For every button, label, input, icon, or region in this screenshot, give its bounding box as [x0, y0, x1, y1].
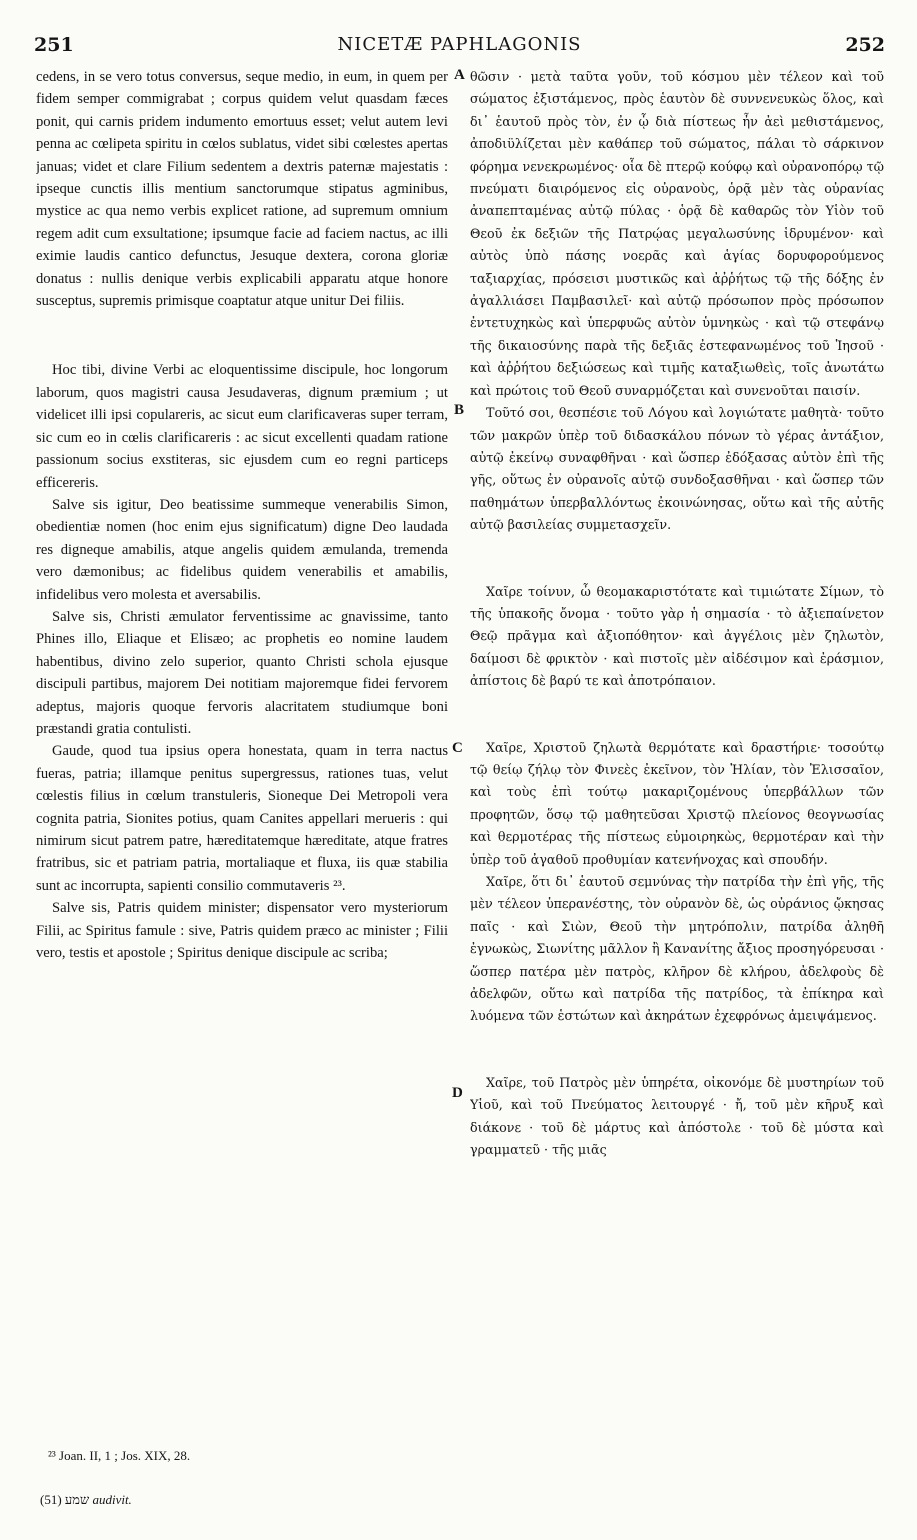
latin-paragraph: Salve sis, Christi æmulator ferventissime ac gnavissime, tanto Phines illo, Eliaque et Elisæo; ac prophetis eo nomine laudem habentibus, divino zelo superior, quanto Christi schola ejusque discipuli partibus, majorem Dei notitiam majoremque fidei fervorem adeptus, majoris quoque fervoris alacritatem studiumque boni præstandi gratia contulisti. [36, 608, 448, 737]
footnote-hebrew-word: (51) שמע [40, 1492, 90, 1507]
running-title: NICETÆ PAPHLAGONIS [337, 34, 582, 55]
latin-paragraph: Salve sis igitur, Deo beatissime summeque venerabilis Simon, obedientiæ nomen (hoc enim ejus significatum) digne Deo laudada res digneque amabilis, atque angelis quidem æmulanda, tremenda vero dæmonibus; ac fidelibus quidem venerabilis et amabilis, infidelibus vero molesta et aversabilis. [36, 496, 448, 603]
latin-paragraph: cedens, in se vero totus conversus, seque medio, in eum, in quem per fidem semper commigrabat ; corpus quidem velut quasdam fæces ponit, qui carnis pridem indumento emortuus esset; velut autem levi penna ac cœlipeta spiritu in cœlos sublatus, videt sibi cœlestes apertas januas; videt et clare Filium sedentem a dextris paternæ majestatis : ipseque cunctis illis mentium sanctorumque stipatus agminibus, mystice ac qua nemo verbis explicet ratione, ad supremum omnium regem adit cum exsultatione; ipsumque facie ad faciem nactus, ac illi eximie laudis cantico defunctus, Jesuque dextera, corona gloriæ donatus : nullis denique verbis explicabili apparatu atque honore susceptus, supremis primisque coaptatur atque unitur Dei filiis. [36, 69, 448, 310]
section-marker-b: B [454, 402, 465, 418]
latin-paragraph: Hoc tibi, divine Verbi ac eloquentissime discipule, hoc longorum laborum, quos magistri causa Jesudaveras, dignum præmium ; ut videlicet illi ipsi copulareris, ac sicut eum clarificaveras super terram, sic cum eo in cœlis clarificareris : ac sicut excellenti quadam ratione passionum socius exstiteras, sic ejusdem cum eo regni particeps efficereris. [36, 362, 448, 491]
latin-paragraph: Salve sis, Patris quidem minister; dispensator vero mysteriorum Filii, ac Spiritus famule : sive, Patris quidem præco ac minister ; Filii vero, testis et apostole ; Spiritus denique discipule ac scriba; [36, 900, 448, 962]
footnote-hebrew [40, 1492, 132, 1508]
footnote-gloss: audivit. [92, 1492, 132, 1507]
greek-paragraph: Τοῦτό σοι, θεσπέσιε τοῦ Λόγου καὶ λογιώτατε μαθητὰ· τοῦτο τῶν μακρῶν ὑπὲρ τοῦ διδασκάλου πόνων τὸ γέρας ἀντάξιον, αὐτῷ ἐκείνῳ συναφθῆναι · καὶ ὥσπερ ἐδόξασας αὐτὸν ἐπὶ τῆς γῆς, οὕτως ἐν οὐρανοῖς αὐτῷ συνδοξασθῆναι · καὶ ὥσπερ τῶν παθημάτων ὑπερβαλλόντως ἐκοινώνησας, οὕτω καὶ τῆς αὐτῆς αὐτῷ βασιλείας συμμετασχεῖν. [470, 405, 884, 533]
page-header [34, 30, 885, 60]
greek-paragraph: Χαῖρε τοίνυν, ὦ θεομακαριστότατε καὶ τιμιώτατε Σίμων, τὸ τῆς ὑπακοῆς ὄνομα · τοῦτο γὰρ ἡ σημασία · τὸ ἀξιεπαίνετον Θεῷ πρᾶγμα καὶ ἀξιοπόθητον· καὶ ἀγγέλοις μὲν ζηλωτὸν, δαίμοσι δὲ φρικτὸν · καὶ πιστοῖς μὲν αἰδέσιμον καὶ ἐράσμιον, ἀπίστοις δὲ βαρύ τε καὶ ἀποτρόπαιον. [470, 583, 884, 689]
greek-paragraph: Χαῖρε, τοῦ Πατρὸς μὲν ὑπηρέτα, οἰκονόμε δὲ μυστηρίων τοῦ Υἱοῦ, καὶ τοῦ Πνεύματος λειτουργέ · ἤ, τοῦ μὲν κῆρυξ καὶ διάκονε · τοῦ δὲ μάρτυς καὶ ἀπόστολε · τοῦ δὲ μύστα καὶ γραμματεῦ · τῆς μιᾶς [470, 1074, 884, 1158]
latin-column [36, 66, 448, 1426]
section-marker-c: C [452, 740, 463, 756]
section-marker-d: D [452, 1085, 463, 1101]
greek-paragraph: Χαῖρε, Χριστοῦ ζηλωτὰ θερμότατε καὶ δραστήριε· τοσούτῳ τῷ θείῳ ζήλῳ τὸν Φινεὲς ἐκεῖνον, τὸν Ἠλίαν, τὸν Ἐλισσαῖον, καὶ τοὺς ἐπὶ τούτῳ μακαριζομένους ὑπερβάλλων τῶν προφητῶν, ὅσῳ τῷ μαθητεῦσαι Χριστῷ πλείονος θεογνωσίας καὶ θερμοτέρας τῆς πίστεως εὐμοιρηκὼς, θερμοτέραν καὶ τὴν ὑπὲρ τοῦ ἀγαθοῦ προθυμίαν κατενήνοχας καὶ σπουδήν. [470, 739, 884, 867]
greek-paragraph: Χαῖρε, ὅτι δι᾽ ἑαυτοῦ σεμνύνας τὴν πατρίδα τὴν ἐπὶ γῆς, τῆς μὲν τέλεον ὑπερανέστης, τὸν οὐρανὸν δὲ, ὡς οὐράνιος ᾤκησας παῖς · καὶ Σιὼν, Θεοῦ τὴν μητρόπολιν, πατρίδα ἀληθῆ ἐγνωκὼς, Σιωνίτης μᾶλλον ἢ Κανανίτης ἄξιος προσηγόρευσαι · ὥσπερ πατέρα μὲν πατρὸς, κλῆρον δὲ κλήρου, ἀδελφοὺς δὲ ἀδελφῶν, οὕτω καὶ πατρίδα τῆς πατρίδος, τὰ ἐπίκηρα καὶ λυόμενα τῶν ἑστώτων καὶ ἀκηράτων ἐχεφρόνως ἀμειψάμενος. [470, 874, 884, 1024]
latin-paragraph: Gaude, quod tua ipsius opera honestata, quam in terra nactus fueras, patria; illamque penitus supergressus, rationes tuas, velut cœlestis filius in cœlum transtuleris, Sioneque Dei Metropoli vera cognita patria, Sionites potius, quam Canites appellari merueris : qui nimirum sicut patrem patre, hæreditatemque hæreditate, atque fratres fratribus, sic et patriam patria, mortaliaque et fluxa, iis quæ stabilia sunt ac incorrupta, sapienti consilio commutaveris ²³. [36, 743, 448, 894]
page-number-left: 251 [34, 34, 74, 56]
page-number-right: 252 [845, 34, 885, 56]
section-marker-a: A [454, 67, 465, 83]
footnote-references: ²³ Joan. II, 1 ; Jos. XIX, 28. [48, 1448, 191, 1463]
greek-paragraph: θῶσιν · μετὰ ταῦτα γοῦν, τοῦ κόσμου μὲν τέλεον καὶ τοῦ σώματος ἐξιστάμενος, πρὸς ἑαυτὸν δὲ συννενευκὼς ὅλος, καὶ δι᾽ ἑαυτοῦ πρὸς τὸν, ἐν ᾧ διὰ πίστεως ἦν ἀεὶ μεθιστάμενος, ἀποδιϋλίζεται μὲν καθάπερ τοῦ σώματος, πάλαι τὸ σάρκινον φόρημα νενεκρωμένος· οἷα δὲ πτερῷ κούφῳ καὶ οὐρανοπόρῳ τῷ πνεύματι διαιρόμενος εἰς οὐρανοὺς, ὁρᾷ μὲν τὰς οὐρανίας ἀναπεπταμένας αὐτῷ πύλας · ὁρᾷ δὲ καθαρῶς τὸν Υἱὸν τοῦ Θεοῦ ἐκ δεξιῶν τῆς Πατρῴας μεγαλωσύνης ἱδρυμένον· καὶ αὐτὸς ὑπὸ πάσης νοερᾶς καὶ ἁγίας δορυφορούμενος ταξιαρχίας, πρόσεισι μυστικῶς καὶ ἀῤῥήτως τῷ τῆς δόξης ἐν ἀγαλλιάσει Παμβασιλεῖ· καὶ αὐτῷ πρόσωπον πρὸς πρόσωπον ἐντετυχηκὼς καὶ ὑπερφυῶς αὐτὸν ὑμνηκὼς · καὶ τῷ στεφάνῳ τῆς δικαιοσύνης παρὰ τῆς δεξιᾶς ἐστεφανωμένος τοῦ Ἰησοῦ · καὶ ἀῤῥήτου δεξιώσεως καὶ τιμῆς καταξιωθεὶς, τοῖς ἀνωτάτω καὶ πρώτοις τοῦ Θεοῦ συναρμόζεται καὶ συνενοῦται παισίν. [470, 69, 884, 398]
greek-column [470, 66, 884, 1486]
